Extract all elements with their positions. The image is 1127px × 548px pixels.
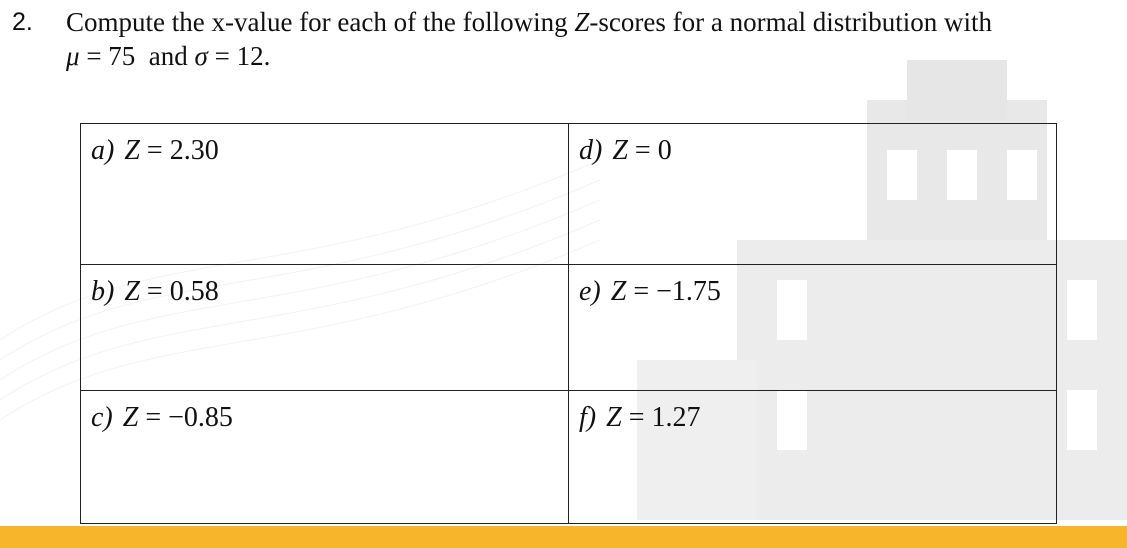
mu-symbol: μ	[66, 41, 80, 71]
problem-variable: Z	[610, 276, 627, 307]
problem-label: b)	[91, 276, 115, 307]
problem-variable: Z	[606, 402, 622, 433]
sigma-symbol: σ	[194, 41, 208, 71]
problem-cell-d[interactable]	[569, 124, 1057, 265]
problem-expression: = 0	[627, 135, 672, 166]
problem-variable: Z	[612, 135, 628, 166]
problem-variable: Z	[124, 135, 140, 166]
problem-variable: Z	[122, 402, 139, 433]
problem-label: e)	[579, 276, 601, 307]
problems-table	[80, 123, 1057, 524]
problem-expression: = 1.27	[621, 402, 701, 433]
problem-label: a)	[91, 135, 115, 166]
question-parameters	[66, 40, 270, 72]
question-text-var: Z	[574, 7, 590, 37]
problem-cell-e[interactable]	[569, 265, 1057, 391]
problem-cell-a[interactable]	[81, 124, 569, 265]
table-row	[81, 391, 1057, 524]
problem-variable: Z	[124, 276, 140, 307]
question-text-after: -scores for a normal distribution with	[589, 7, 993, 37]
question-text-before: Compute the x-value for each of the following	[66, 7, 575, 37]
problem-expression: = −1.75	[626, 276, 721, 307]
problem-cell-b[interactable]	[81, 265, 569, 391]
problem-expression: = −0.85	[138, 402, 233, 433]
sigma-value: = 12.	[207, 41, 271, 71]
problem-cell-f[interactable]	[569, 391, 1057, 524]
problem-label: c)	[91, 402, 113, 433]
question-number: 2.	[12, 8, 33, 36]
table-row	[81, 265, 1057, 391]
table-row	[81, 124, 1057, 265]
problem-cell-c[interactable]	[81, 391, 569, 524]
question-text	[66, 6, 992, 38]
problem-label: d)	[579, 135, 603, 166]
accent-footer-bar	[0, 526, 1127, 548]
problem-label: f)	[579, 402, 597, 433]
problem-expression: = 0.58	[139, 276, 219, 307]
problem-expression: = 2.30	[139, 135, 219, 166]
mu-value: = 75 and	[79, 41, 195, 71]
